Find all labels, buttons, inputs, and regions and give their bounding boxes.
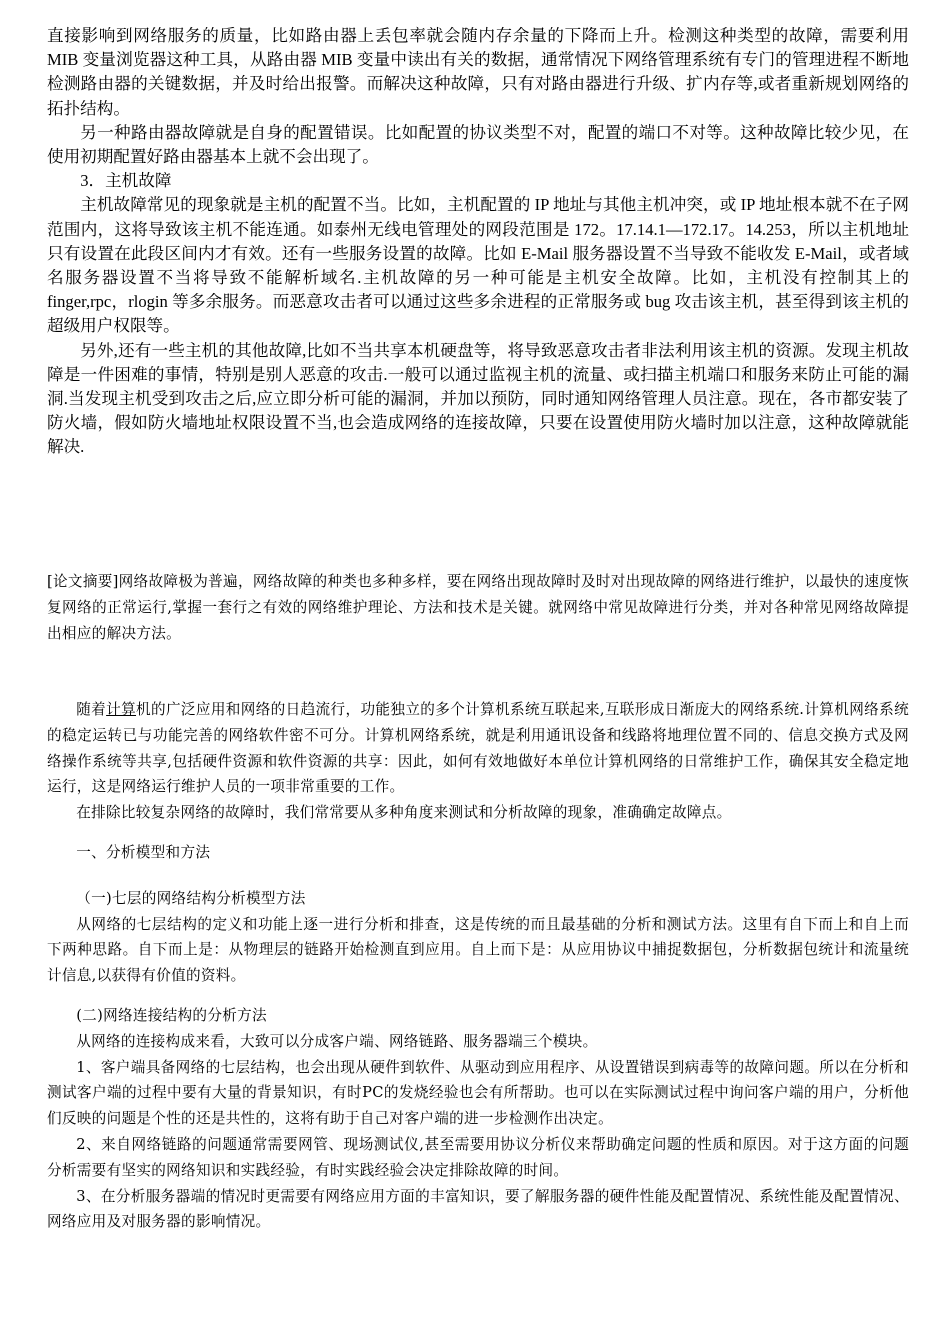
- paragraph: 从网络的连接构成来看，大致可以分成客户端、网络链路、服务器端三个模块。: [76, 1032, 598, 1050]
- section-heading: 3．主机故障: [80, 171, 172, 191]
- article-body: [47, 697, 909, 1235]
- paragraph: 直接影响到网络服务的质量，比如路由器上丢包率就会随内存余量的下降而上升。检测这种类型的故障，需要利用 MIB 变量浏览器这种工具，从路由器 MIB 变量中读出有关的数据，通常情况下网络管理系统有专门的管理进程不断地检测路由器的关键数据，并及时给出报警。而解决这种故障，只有对路由器进行升级、扩内存等,或者重新规划网络的拓扑结构。: [47, 26, 909, 118]
- intro-paragraph: [47, 697, 909, 800]
- paragraph: 另外,还有一些主机的其他故障,比如不当共享本机硬盘等，将导致恶意攻击者非法利用该主机的资源。发现主机故障是一件困难的事情，特别是别人恶意的攻击.一般可以通过监视主机的流量、或扫描主机端口和服务来防止可能的漏洞.当发现主机受到攻击之后,应立即分析可能的漏洞，并加以预防，同时通知网络管理人员注意。现在，各市都安装了防火墙，假如防火墙地址权限设置不当,也会造成网络的连接故障，只要在设置使用防火墙时加以注意，这种故障就能解决.: [47, 340, 909, 457]
- router-host-fault-section: [47, 24, 909, 460]
- subsection-title: （一)七层的网络结构分析模型方法: [76, 889, 306, 907]
- list-item: 1、客户端具备网络的七层结构，也会出现从硬件到软件、从驱动到应用程序、从设置错误到病毒等的故障问题。所以在分析和测试客户端的过程中要有大量的背景知识，有时PC的发烧经验也会有所帮助。也可以在实际测试过程中询问客户端的用户，分析他们反映的问题是个性的还是共性的，这将有助于自己对客户端的进一步检测作出决定。: [47, 1058, 909, 1128]
- list-item: 3、在分析服务器端的情况时更需要有网络应用方面的丰富知识，要了解服务器的硬件性能及配置情况、系统性能及配置情况、网络应用及对服务器的影响情况。: [47, 1187, 909, 1231]
- computer-link[interactable]: 计算: [106, 701, 137, 718]
- abstract-text: [论文摘要]网络故障极为普遍，网络故障的种类也多种多样，要在网络出现故障时及时对出现故障的网络进行维护，以最快的速度恢复网络的正常运行,掌握一套行之有效的网络维护理论、方法和技术是关键。就网络中常见故障进行分类，并对各种常见网络故障提出相应的解决方法。: [47, 573, 909, 642]
- subsection-title: (二)网络连接结构的分析方法: [76, 1006, 267, 1024]
- paragraph: 主机故障常见的现象就是主机的配置不当。比如，主机配置的 IP 地址与其他主机冲突，或 IP 地址根本就不在子网范围内，这将导致该主机不能连通。如泰州无线电管理处的网段范围是 172。17.14.1—172.17。14.253，所以主机地址只有设置在此段区间内才有效。还有一些服务设置的故障。比如 E-Mail 服务器设置不当导致不能收发 E-Mail，或者域名服务器设置不当将导致不能解析域名.主机故障的另一种可能是主机安全故障。比如，主机没有控制其上的 finger,rpc，rlogin 等多余服务。而恶意攻击者可以通过这些多余进程的正常服务或 bug 攻击该主机，甚至得到该主机的超级用户权限等。: [47, 195, 909, 336]
- intro-rest: 机的广泛应用和网络的日趋流行，功能独立的多个计算机系统互联起来,互联形成日渐庞大的网络系统.计算机网络系统的稳定运转已与功能完善的网络软件密不可分。计算机网络系统，就是利用通讯设备和线路将地理位置不同的、信息交换方式及网络操作系统等共享,包括硬件资源和软件资源的共享：因此，如何有效地做好本单位计算机网络的日常维护工作，确保其安全稳定地运行，这是网络运行维护人员的一项非常重要的工作。: [47, 701, 909, 796]
- paragraph: 从网络的七层结构的定义和功能上逐一进行分析和排查，这是传统的而且最基础的分析和测试方法。这里有自下而上和自上而下两种思路。自下而上是：从物理层的链路开始检测直到应用。自上而下是：从应用协议中捕捉数据包，分析数据包统计和流量统计信息,以获得有价值的资料。: [47, 915, 909, 985]
- abstract-block: [47, 569, 909, 646]
- list-item: 2、来自网络链路的问题通常需要网管、现场测试仪,甚至需要用协议分析仪来帮助确定问题的性质和原因。对于这方面的问题分析需要有坚实的网络知识和实践经验，有时实践经验会决定排除故障的时间。: [47, 1135, 909, 1179]
- intro-prefix: 随着: [76, 701, 107, 718]
- paragraph: 另一种路由器故障就是自身的配置错误。比如配置的协议类型不对，配置的端口不对等。这种故障比较少见，在使用初期配置好路由器基本上就不会出现了。: [47, 122, 909, 167]
- paragraph: 在排除比较复杂网络的故障时，我们常常要从多种角度来测试和分析故障的现象，准确确定故障点。: [76, 804, 732, 822]
- chapter-title: 一、分析模型和方法: [76, 843, 211, 861]
